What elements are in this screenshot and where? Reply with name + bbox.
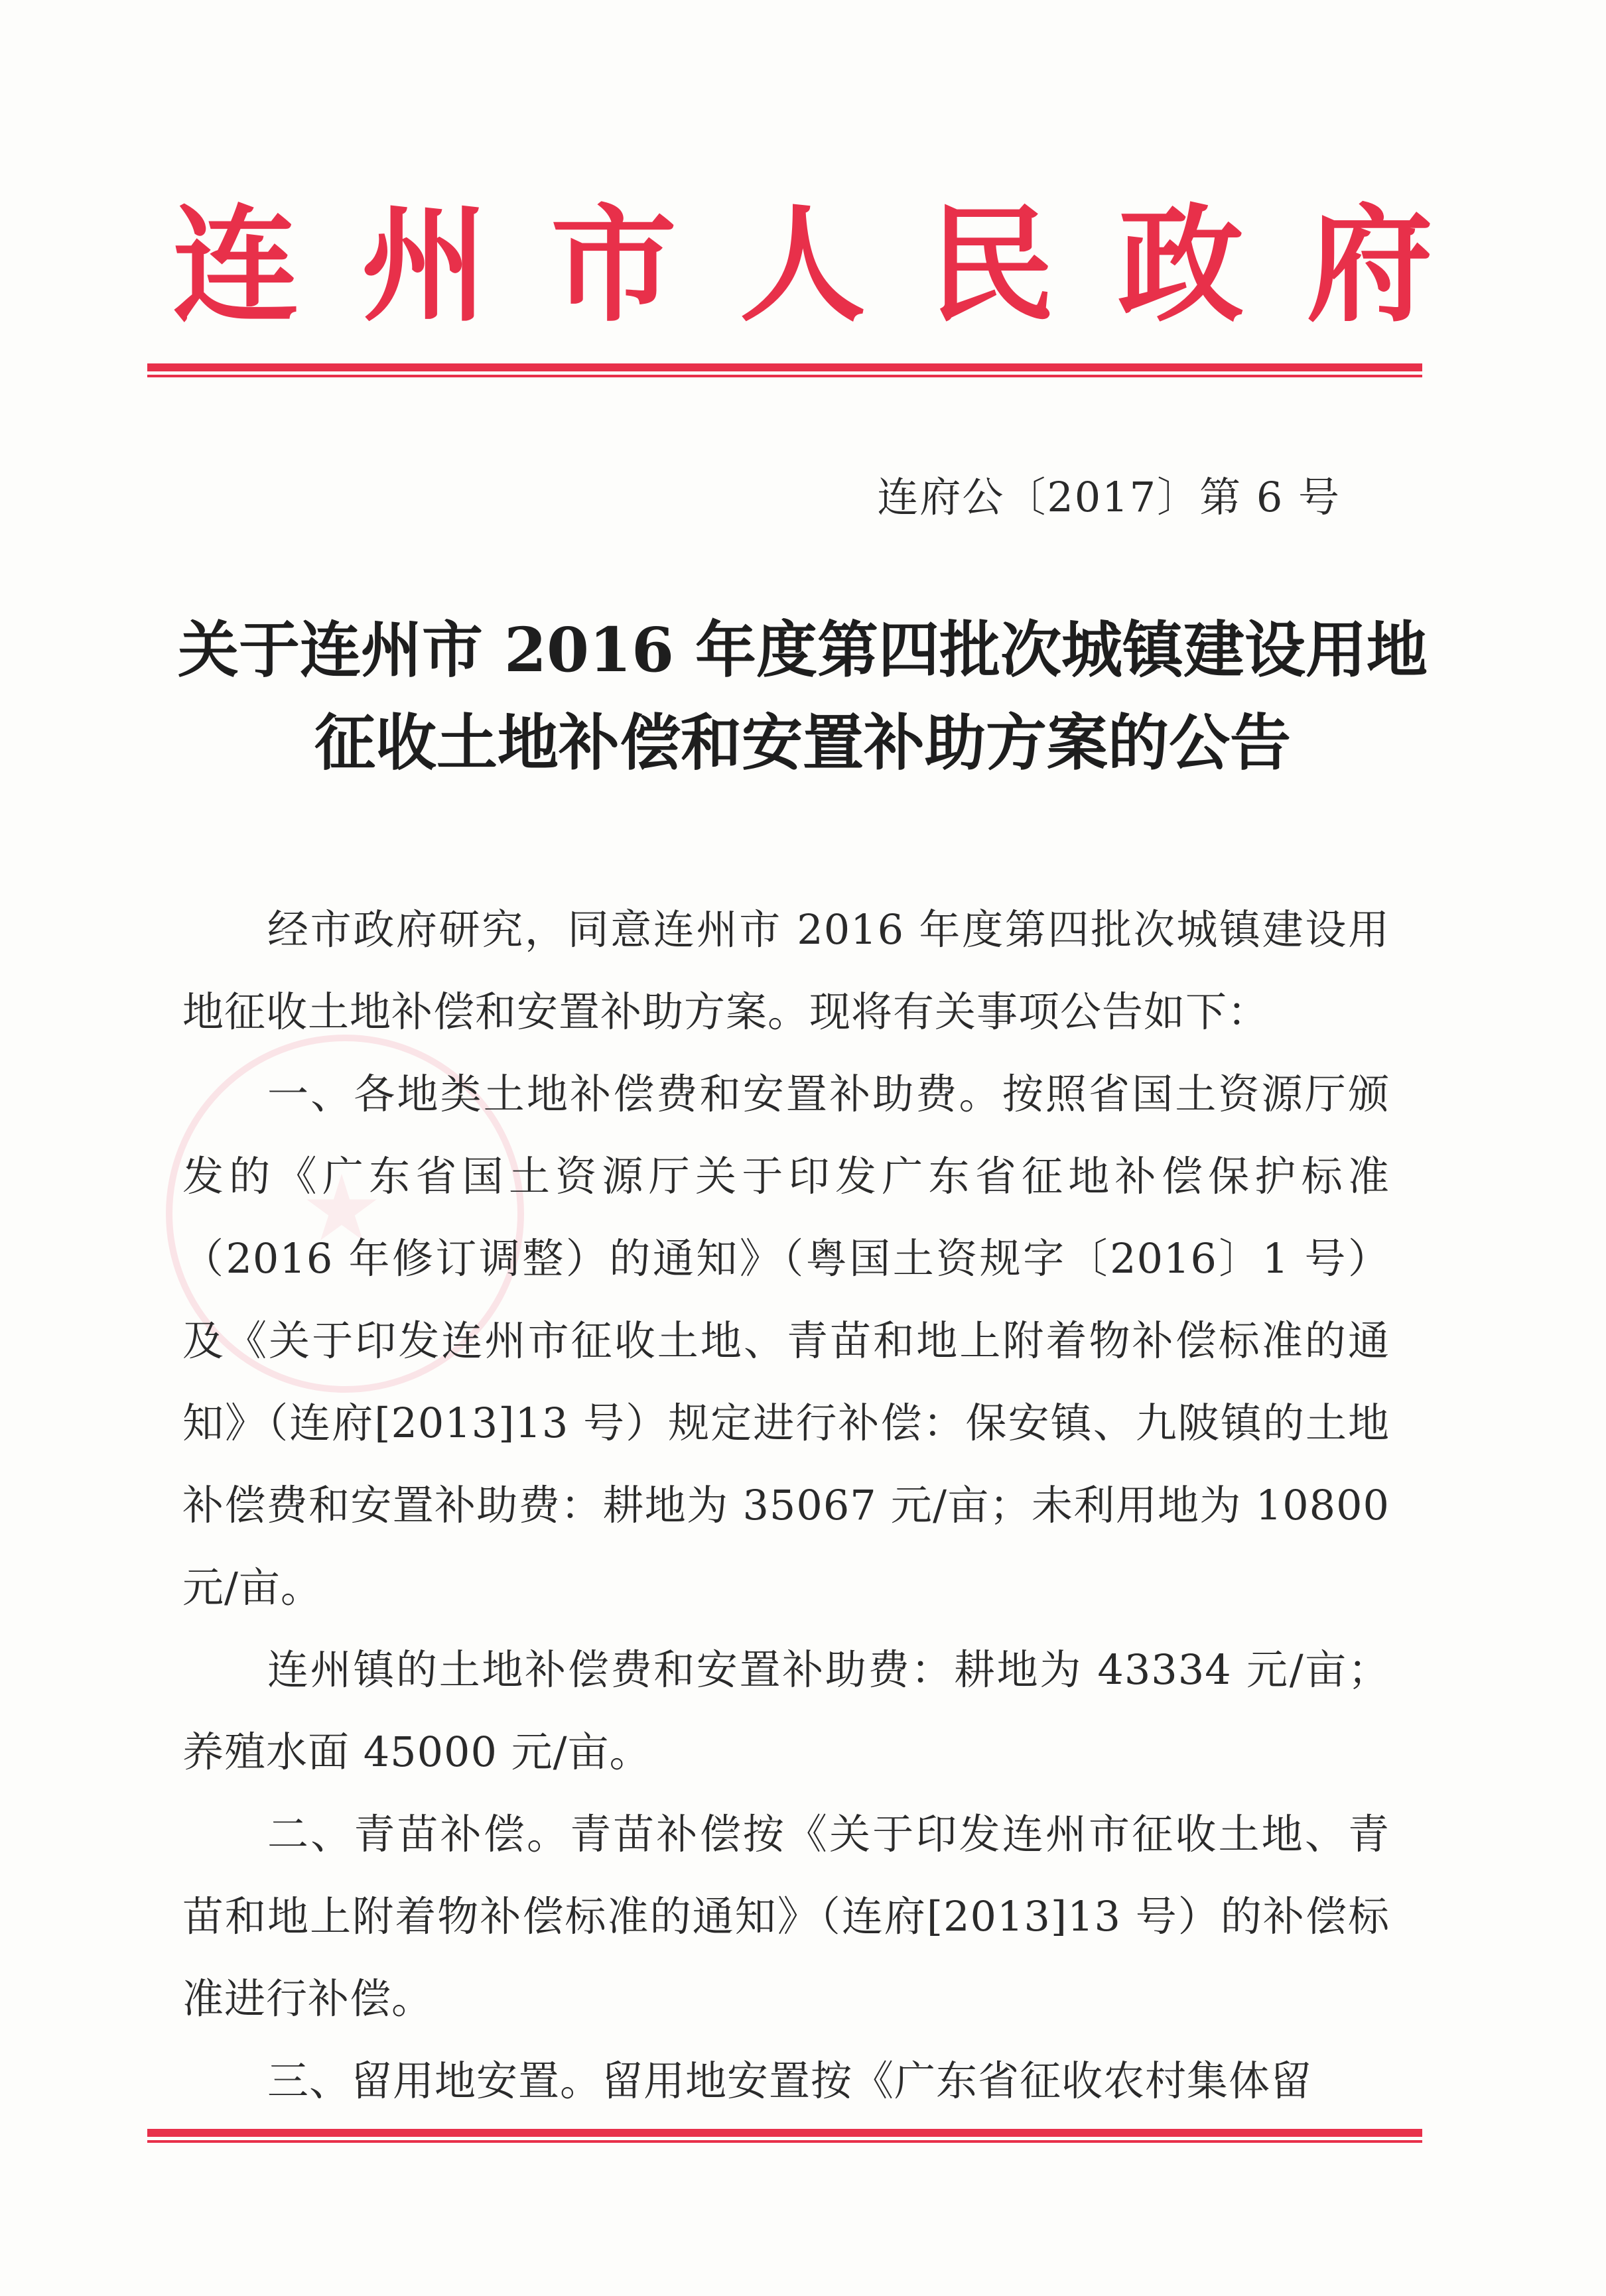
header-red-rule: [147, 363, 1422, 379]
header-char: 府: [1306, 191, 1433, 339]
header-char: 市: [550, 191, 677, 339]
header-char: 连: [172, 191, 299, 339]
body-paragraph: 三、留用地安置。留用地安置按《广东省征收农村集体留: [267, 2057, 1313, 2105]
rule-thick-line: [147, 363, 1422, 371]
header-char: 民: [928, 191, 1055, 339]
body-paragraph: 经市政府研究，同意连州市 2016 年度第四批次城镇建设用地征收土地补偿和安置补助方案。现将有关事项公告如下：: [182, 905, 1390, 1036]
notice-title-line-2: 征收土地补偿和安置补助方案的公告: [314, 707, 1291, 779]
rule-thin-line: [147, 375, 1422, 377]
rule-thick-line: [147, 2129, 1422, 2137]
rule-thin-line: [147, 2140, 1422, 2143]
notice-title: [146, 604, 1459, 789]
notice-body: [182, 889, 1390, 2122]
footer-red-rule: [147, 2129, 1422, 2145]
body-paragraph: 一、各地类土地补偿费和安置补助费。按照省国土资源厅颁发的《广东省国土资源厅关于印发广东省征地补偿保护标准（2016 年修订调整）的通知》（粤国土资规字〔2016〕1 号）及《关于印发连州市征收土地、青苗和地上附着物补偿标准的通知》（连府[2013]13 号）规定进行补偿：保安镇、九陂镇的土地补偿费和安置补助费：耕地为 35067 元/亩；未利用地为 10800 元/亩。: [182, 1070, 1390, 1612]
header-char: 政: [1117, 191, 1244, 339]
document-number: 连府公〔2017〕第 6 号: [877, 473, 1341, 521]
header-char: 人: [739, 191, 866, 339]
notice-title-line-1: 关于连州市 2016 年度第四批次城镇建设用地: [177, 614, 1428, 686]
body-paragraph: 二、青苗补偿。青苗补偿按《关于印发连州市征收土地、青苗和地上附着物补偿标准的通知》（连府[2013]13 号）的补偿标准进行补偿。: [182, 1810, 1390, 2023]
header-char: 州: [361, 191, 488, 339]
body-paragraph: 连州镇的土地补偿费和安置补助费：耕地为 43334 元/亩；养殖水面 45000 元/亩。: [182, 1645, 1390, 1776]
government-header: [172, 186, 1433, 345]
